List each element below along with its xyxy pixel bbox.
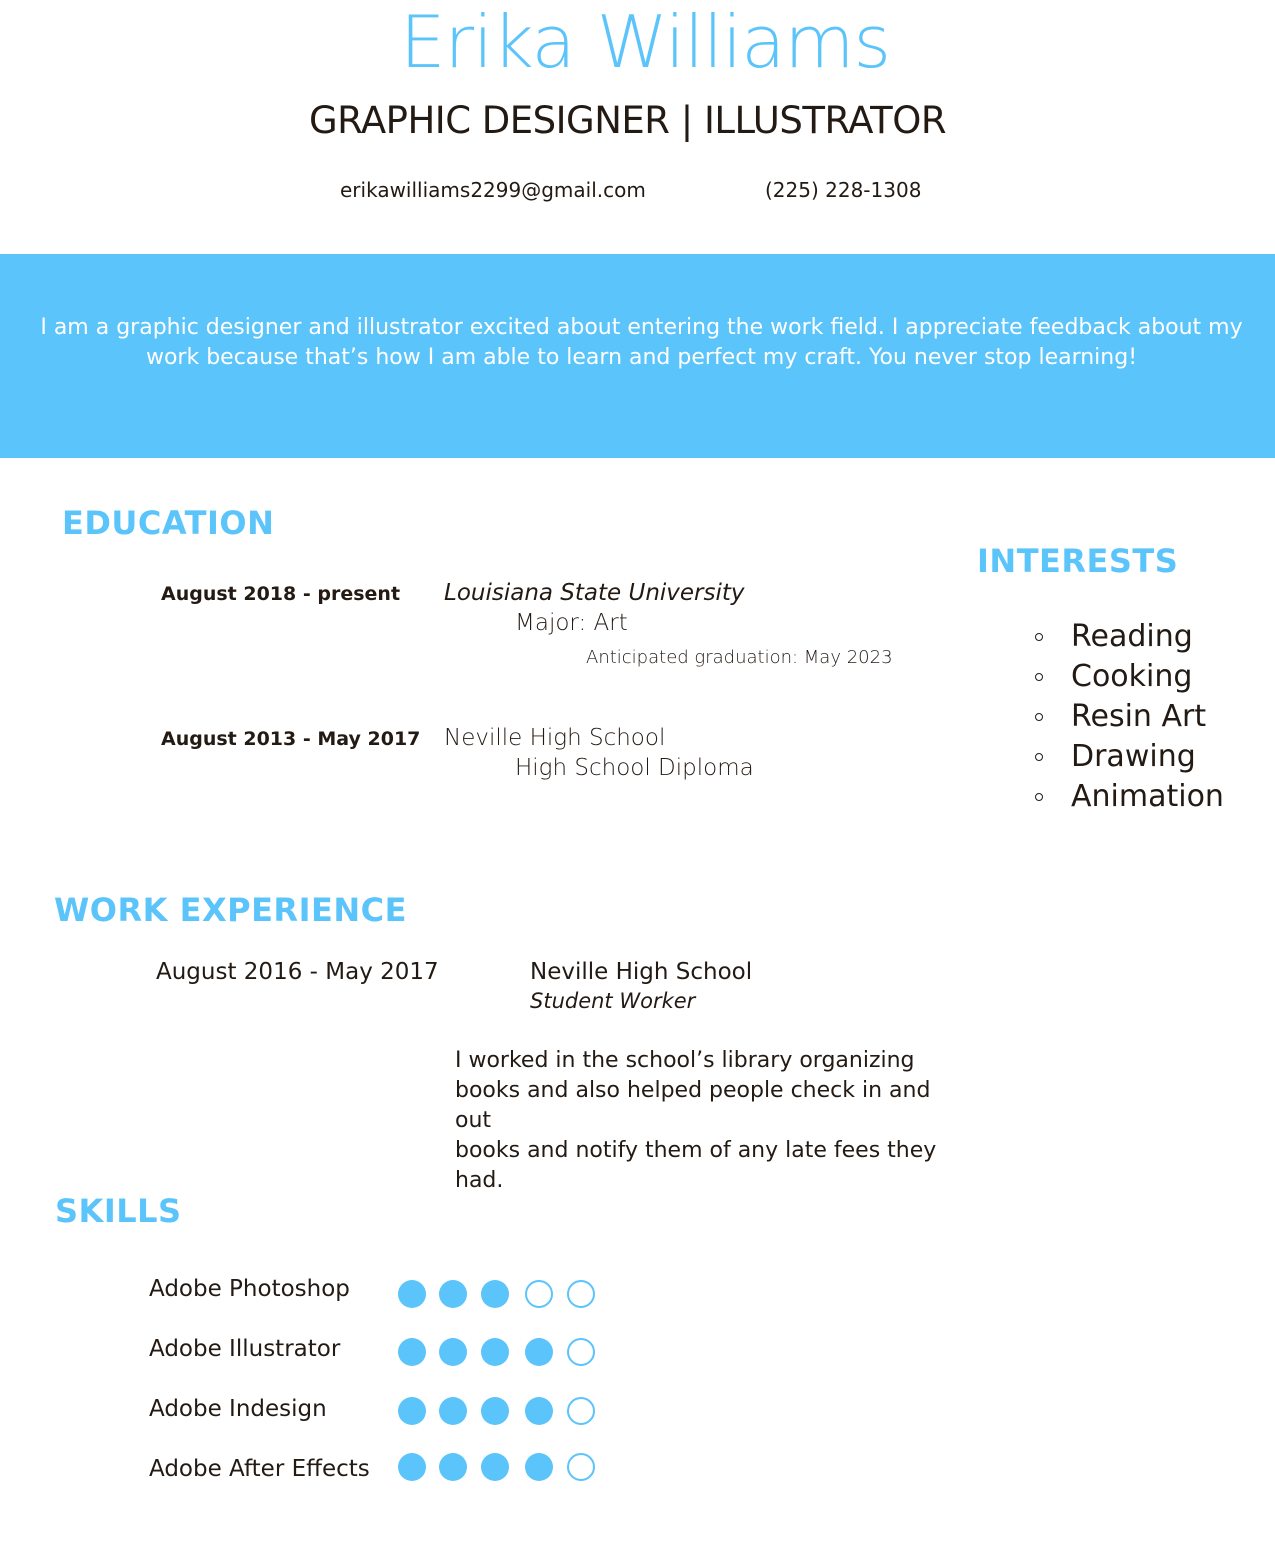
skill-dot-empty — [567, 1338, 595, 1366]
skill-dot-filled — [481, 1338, 509, 1366]
summary-line-2: work because that’s how I am able to learn and perfect my craft. You never stop learning! — [145, 345, 1138, 370]
education-date: August 2013 - May 2017 — [161, 728, 421, 750]
skill-dot-filled — [439, 1280, 467, 1308]
work-role: Student Worker — [530, 989, 696, 1013]
skill-dot-filled — [439, 1338, 467, 1366]
skill-dot-filled — [481, 1280, 509, 1308]
education-date: August 2018 - present — [161, 583, 401, 605]
work-description-line: books and notify them of any late fees they had. — [455, 1138, 937, 1193]
work-date: August 2016 - May 2017 — [156, 959, 439, 985]
education-heading: EDUCATION — [62, 504, 275, 542]
education-graduation-note: Anticipated graduation: May 2023 — [586, 647, 893, 668]
work-description — [455, 1046, 955, 1196]
skill-dot-filled — [439, 1453, 467, 1481]
interest-item: Resin Art — [1071, 699, 1207, 734]
job-title: GRAPHIC DESIGNER | ILLUSTRATOR — [308, 99, 947, 142]
skill-dot-empty — [567, 1453, 595, 1481]
skill-dot-empty — [567, 1397, 595, 1425]
bullet-icon — [1035, 753, 1043, 761]
bullet-icon — [1035, 673, 1043, 681]
skill-label: Adobe Illustrator — [149, 1336, 341, 1362]
summary-line-1: I am a graphic designer and illustrator excited about entering the work field. I appreciate feedback about my — [40, 315, 1243, 340]
work-experience-heading: WORK EXPERIENCE — [54, 891, 407, 929]
skill-dot-filled — [525, 1453, 553, 1481]
work-description-line: I worked in the school’s library organizing — [455, 1048, 915, 1073]
skill-label: Adobe Indesign — [149, 1396, 327, 1422]
skill-dot-filled — [481, 1453, 509, 1481]
bullet-icon — [1035, 793, 1043, 801]
interest-item: Cooking — [1071, 659, 1193, 694]
interest-item: Animation — [1071, 779, 1224, 814]
skill-dot-filled — [398, 1338, 426, 1366]
bullet-icon — [1035, 713, 1043, 721]
skill-dot-filled — [525, 1338, 553, 1366]
phone-number[interactable]: (225) 228-1308 — [765, 178, 922, 202]
education-major: Major: Art — [515, 610, 628, 636]
skill-dot-filled — [398, 1397, 426, 1425]
skills-heading: SKILLS — [55, 1192, 182, 1230]
interests-heading: INTERESTS — [977, 542, 1179, 580]
skill-dot-filled — [439, 1397, 467, 1425]
work-employer: Neville High School — [530, 959, 753, 985]
skill-dot-filled — [525, 1397, 553, 1425]
education-school: Neville High School — [444, 725, 666, 751]
bullet-icon — [1035, 633, 1043, 641]
email-address[interactable]: erikawilliams2299@gmail.com — [340, 178, 646, 202]
summary-text — [0, 313, 1275, 373]
resume-name: Erika Williams — [400, 0, 890, 84]
skill-dot-empty — [525, 1280, 553, 1308]
interest-item: Drawing — [1071, 739, 1196, 774]
interest-item: Reading — [1071, 619, 1193, 654]
education-school: Louisiana State University — [444, 580, 745, 606]
skill-label: Adobe After Effects — [149, 1456, 370, 1482]
education-diploma: High School Diploma — [515, 755, 754, 781]
work-description-line: books and also helped people check in and out — [455, 1078, 931, 1133]
skill-dot-filled — [398, 1453, 426, 1481]
skill-dot-filled — [481, 1397, 509, 1425]
skill-dot-filled — [398, 1280, 426, 1308]
skill-label: Adobe Photoshop — [149, 1276, 350, 1302]
skill-dot-empty — [567, 1280, 595, 1308]
